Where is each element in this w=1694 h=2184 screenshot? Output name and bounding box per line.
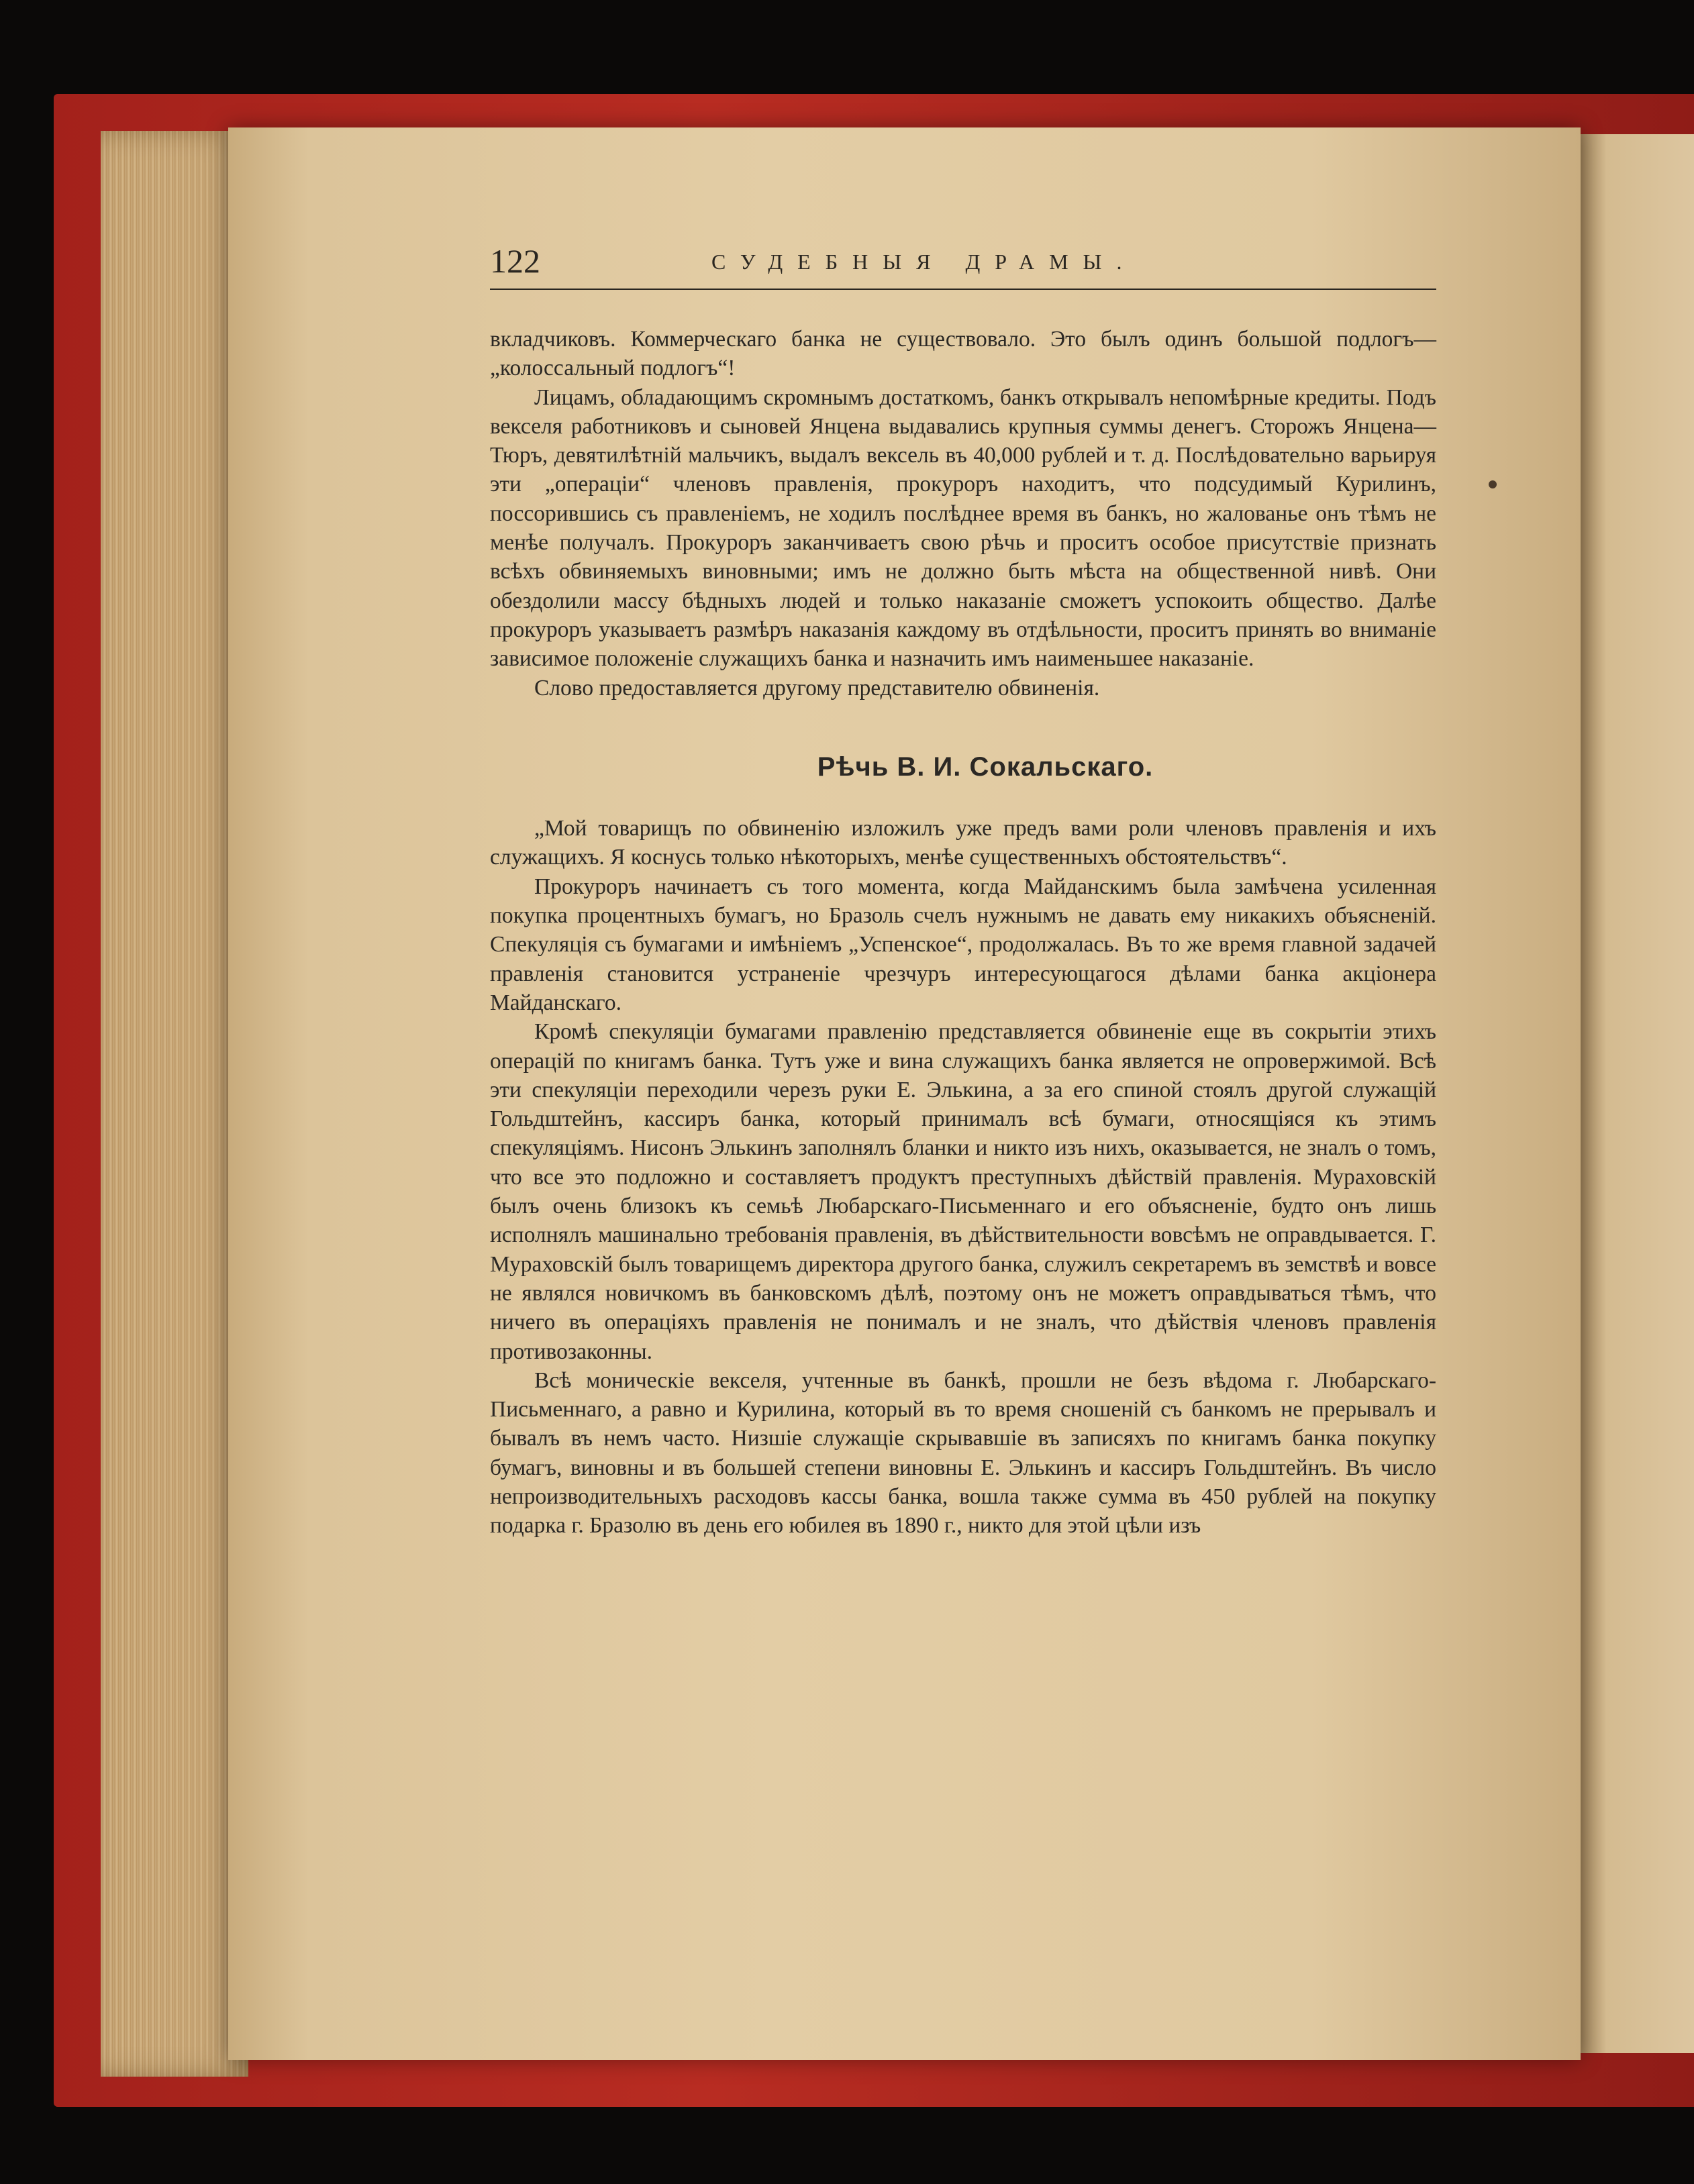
running-title: СУДЕБНЫЯ ДРАМЫ. xyxy=(711,250,1137,274)
paragraph: Кромѣ спекуляціи бумагами правленію представляется обвиненіе еще въ сокрытіи этихъ операцій по книгамъ банка. Тутъ уже и вина служащихъ банка является не опровержимой. Всѣ эти спекуляціи переходили черезъ руки Е. Элькина, а за его спиной стоялъ другой служащій Гольдштейнъ, кассиръ банка, который принималъ всѣ бумаги, относящіяся къ этимъ спекуляціямъ. Нисонъ Элькинъ заполнялъ бланки и никто изъ нихъ, оказывается, не зналъ о томъ, что все это подложно и составляетъ продуктъ преступныхъ дѣйствій правленія. Мураховскій былъ очень близокъ къ семьѣ Любарскаго-Письменнаго и его объясненіе, будто онъ лишь исполнялъ машинально требованія правленія, въ дѣйствительности вовсѣмъ не оправдывается. Г. Мураховскій былъ товарищемъ директора другого банка, служилъ секретаремъ въ земствѣ и вовсе не являлся новичкомъ въ банковскомъ дѣлѣ, поэтому онъ не можетъ оправдываться тѣмъ, что ничего въ операціяхъ правленія не понималъ и не зналъ, что дѣйствія членовъ правленія противозаконны. xyxy=(490,1019,1436,1364)
page-text xyxy=(490,325,1436,1541)
facing-page-edge xyxy=(1577,134,1694,2053)
speech-heading: Рѣчь В. И. Сокальскаго. xyxy=(817,751,1154,782)
paragraph: Лицамъ, обладающимъ скромнымъ достаткомъ, банкъ открывалъ непомѣрные кредиты. Подъ векселя работниковъ и сыновей Янцена выдавались крупныя суммы денегъ. Сторожъ Янцена—Тюръ, девятилѣтній мальчикъ, выдалъ вексель въ 40,000 рублей и т. д. Послѣдовательно варьируя эти „операціи“ членовъ правленія, прокуроръ находитъ, что подсудимый Курилинъ, поссорившись съ правленіемъ, не ходилъ послѣднее время въ банкъ, но жалованье онъ тѣмъ не менѣе получалъ. Прокуроръ заканчиваетъ свою рѣчь и проситъ особое присутствіе признать всѣхъ обвиняемыхъ виновными; имъ не должно быть мѣста на общественной нивѣ. Они обездолили массу бѣдныхъ людей и только наказаніе сможетъ успокоить общество. Далѣе прокуроръ указываетъ размѣръ наказанія каждому въ отдѣльности, проситъ принять во вниманіе зависимое положеніе служащихъ банка и назначить имъ наименьшее наказаніе. xyxy=(490,384,1436,672)
paragraph: „Мой товарищъ по обвиненію изложилъ уже предъ вами роли членовъ правленія и ихъ служащихъ. Я коснусь только нѣкоторыхъ, менѣе существенныхъ обстоятельствъ“. xyxy=(490,816,1436,870)
page-header xyxy=(490,242,1436,290)
paragraph: Слово предоставляется другому представителю обвиненія. xyxy=(534,675,1100,700)
paragraph: Всѣ моническіе векселя, учтенные въ банкѣ, прошли не безъ вѣдома г. Любарскаго-Письменнаго, а равно и Курилина, который въ то время сношеній съ банкомъ не прерывалъ и бывалъ въ немъ часто. Низшіе служащіе скрывавшіе въ записяхъ по книгамъ банка покупку бумагъ, виновны и въ большей степени виновны Е. Элькинъ и кассиръ Гольдштейнъ. Въ число непроизводительныхъ расходовъ кассы банка, вошла также сумма въ 450 рублей на покупку подарка г. Бразолю въ день его юбилея въ 1890 г., никто для этой цѣли изъ xyxy=(490,1367,1436,1539)
paper-spot xyxy=(1489,480,1497,488)
paragraph: Прокуроръ начинаетъ съ того момента, когда Майданскимъ была замѣчена усиленная покупка процентныхъ бумагъ, но Бразоль счелъ нужнымъ не давать ему никакихъ объясненій. Спекуляція съ бумагами и имѣніемъ „Успенское“, продолжалась. Въ то же время главной задачей правленія становится устраненіе чрезчуръ интересующагося дѣлами банка акціонера Майданскаго. xyxy=(490,874,1436,1015)
page-edges xyxy=(101,131,248,2077)
page-number: 122 xyxy=(490,242,540,280)
paragraph: вкладчиковъ. Коммерческаго банка не существовало. Это былъ одинъ большой подлогъ—„колоссальный подлогъ“! xyxy=(490,327,1436,381)
